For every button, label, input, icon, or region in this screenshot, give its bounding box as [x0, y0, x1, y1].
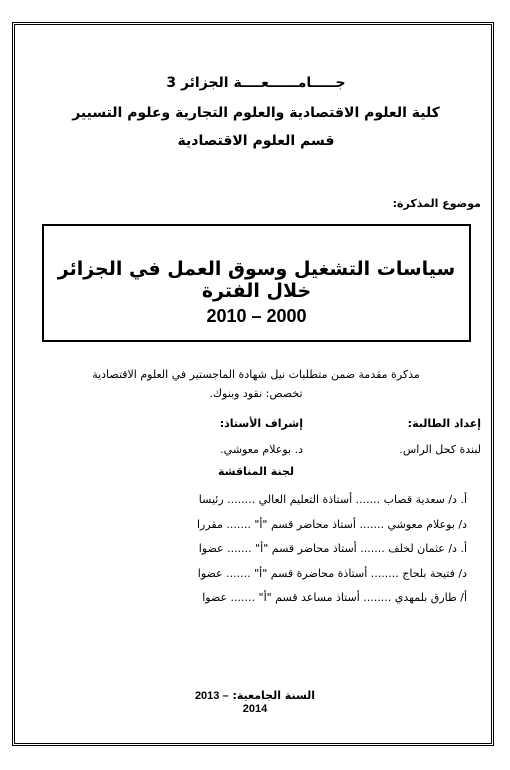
description-line-2: تخصص: نقود وبنوك. [209, 387, 303, 400]
committee-member: أ/ طارق بلمهدي ........ أستاذ مساعد قسم "أ" ....... عضوا [202, 591, 467, 604]
faculty-name: كلية العلوم الاقتصادية والعلوم التجارية وعلوم التسيير [72, 105, 440, 121]
committee-member: د/ بوعلام معوشي ....... أستاذ محاضر قسم "أ" ....... مقررا [196, 518, 467, 531]
academic-year-label: السنة الجامعية: [232, 689, 316, 702]
thesis-title: سياسات التشغيل وسوق العمل في الجزائر خلال الفترة [57, 258, 456, 302]
thesis-title-box [42, 224, 471, 342]
academic-year [185, 689, 325, 715]
department-name: قسم العلوم الاقتصادية [177, 133, 335, 149]
supervisor-name: د. بوعلام معوشي. [220, 443, 303, 456]
committee-title: لجنة المناقشة [217, 465, 294, 478]
description-line-1: مذكرة مقدمة ضمن متطلبات نيل شهادة الماجستير في العلوم الاقتصادية [92, 368, 420, 381]
committee-member: أ. د/ عثمان لخلف ....... أستاذ محاضر قسم "أ" ....... عضوا [198, 542, 467, 555]
student-name: لبندة كحل الراس. [399, 443, 481, 456]
committee-member: د/ فتيحة بلحاج ........ أستاذة محاضرة قسم "أ" ....... عضوا [197, 567, 467, 580]
prepared-by-label: إعداد الطالبة: [407, 417, 481, 430]
subject-label: موضوع المذكرة: [392, 197, 481, 210]
university-name: جـــــامــــــعــــة الجزائر 3 [166, 75, 346, 91]
page-frame [12, 22, 494, 746]
thesis-years: 2010 – 2000 [206, 306, 307, 326]
academic-year-value: 2013 – 2014 [194, 690, 268, 715]
supervisor-label: إشراف الأستاذ: [219, 417, 303, 430]
committee-member: أ. د/ سعدية قصاب ....... أستاذة التعليم العالي ........ رئيسا [198, 493, 467, 506]
